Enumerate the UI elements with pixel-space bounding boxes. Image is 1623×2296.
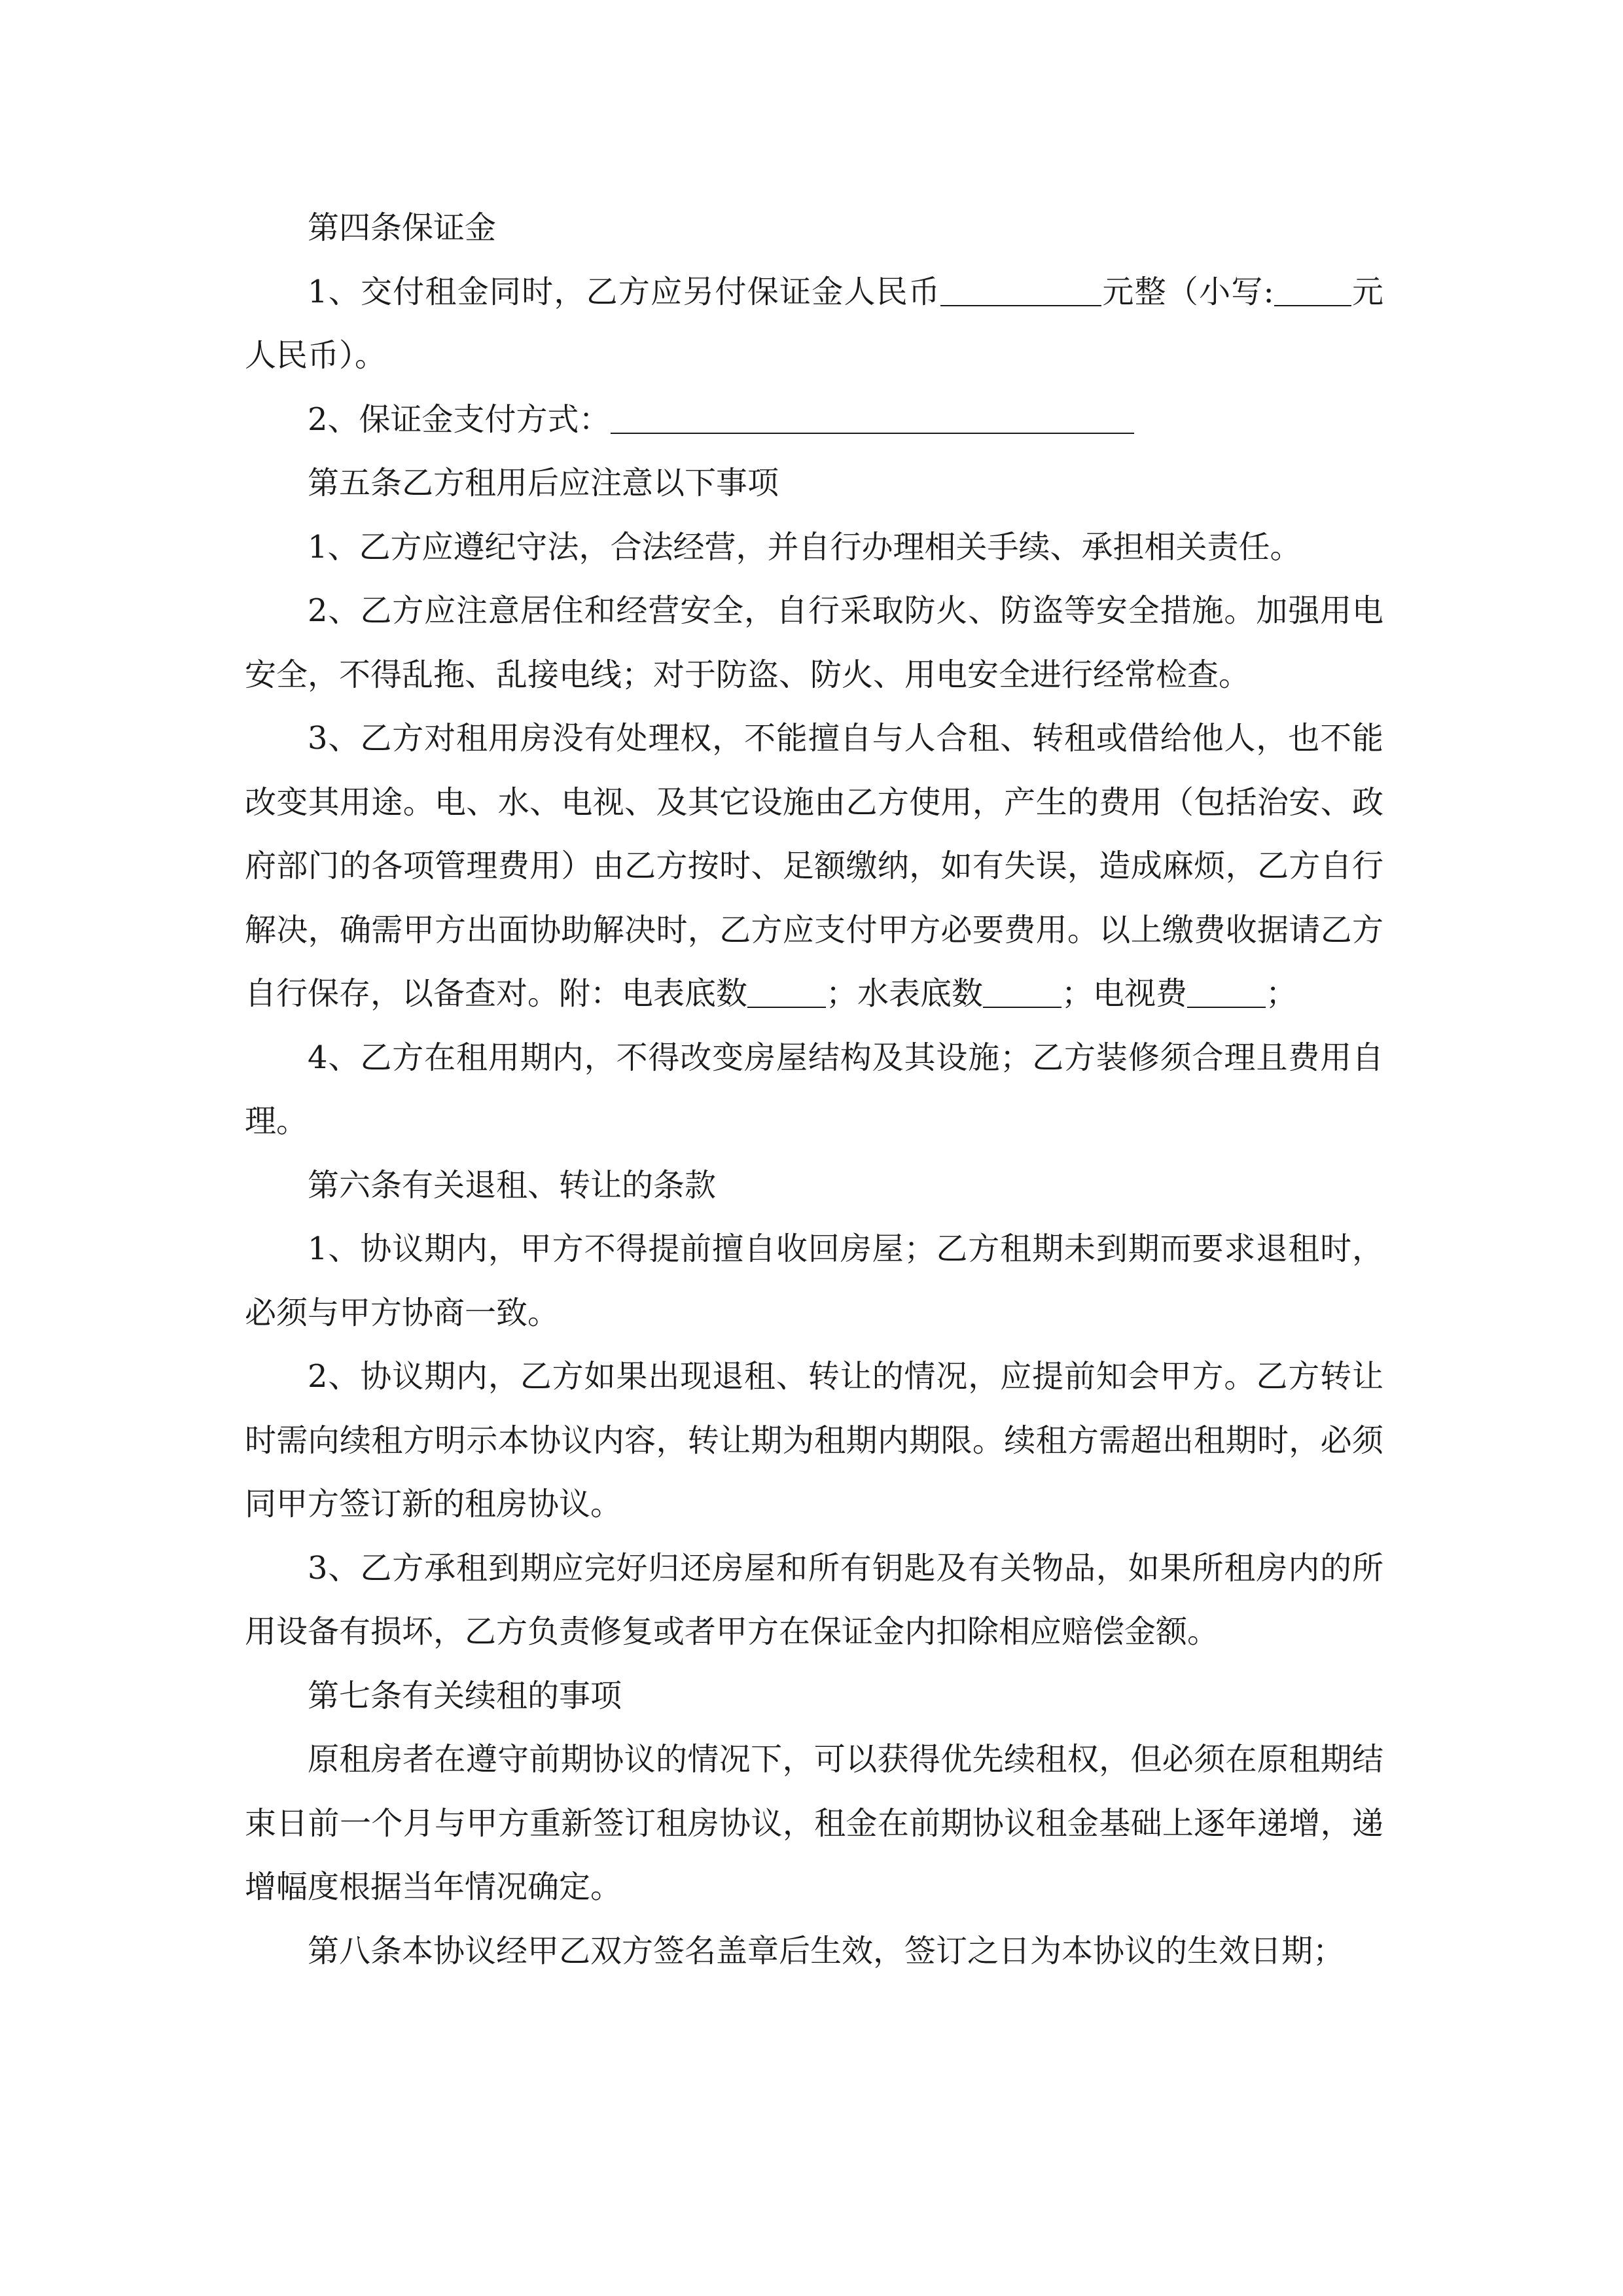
deposit-amount-numeric-blank (1274, 274, 1351, 306)
article6-item1: 1、协议期内，甲方不得提前擅自收回房屋；乙方租期未到期而要求退租时，必须与甲方协商一致。 (245, 1230, 1383, 1331)
article4-item1-text-b: 元整（小写: (1101, 273, 1274, 310)
article4-title: 第四条保证金 (308, 209, 497, 246)
article7-title: 第七条有关续租的事项 (308, 1677, 622, 1714)
article8-body: 第八条本协议经甲乙双方签名盖章后生效，签订之日为本协议的生效日期； (308, 1932, 1345, 1969)
article6-item2: 2、协议期内，乙方如果出现退租、转让的情况，应提前知会甲方。乙方转让时需向续租方明示本协议内容，转让期为租期内期限。续租方需超出租期时，必须同甲方签订新的租房协议。 (245, 1358, 1383, 1522)
article5-title: 第五条乙方租用后应注意以下事项 (308, 465, 779, 501)
article7-body: 原租房者在遵守前期协议的情况下，可以获得优先续租权，但必须在原租期结束日前一个月与甲方重新签订租房协议，租金在前期协议租金基础上逐年递增，递增幅度根据当年情况确定。 (245, 1741, 1383, 1905)
article4-item2-text-a: 2、保证金支付方式： (308, 401, 611, 438)
article5-item3-text-d: ； (1266, 975, 1298, 1012)
contract-body (245, 196, 1383, 1983)
article4-item1-text-c: 元人民币）。 (245, 273, 1383, 374)
tv-fee-blank (1187, 975, 1266, 1008)
article5-item3 (245, 707, 1383, 1026)
article6-title: 第六条有关退租、转让的条款 (308, 1166, 717, 1204)
article5-item3-text-c: ；电视费 (1061, 975, 1188, 1012)
article4-item2 (245, 388, 1383, 452)
deposit-payment-method-blank (611, 401, 1134, 434)
electric-meter-blank (747, 975, 826, 1008)
article5-item2: 2、乙方应注意居住和经营安全，自行采取防火、防盗等安全措施。加强用电安全，不得乱拖、乱接电线；对于防盗、防火、用电安全进行经常检查。 (245, 592, 1383, 693)
water-meter-blank (983, 975, 1061, 1008)
deposit-amount-blank (940, 274, 1101, 306)
article4-item1 (245, 260, 1383, 388)
article5-item3-text-b: ；水表底数 (826, 975, 984, 1012)
article5-item4: 4、乙方在租用期内，不得改变房屋结构及其设施；乙方装修须合理且费用自理。 (245, 1039, 1383, 1139)
article5-item3-text-a: 3、乙方对租用房没有处理权，不能擅自与人合租、转租或借给他人，也不能改变其用途。电、水、电视、及其它设施由乙方使用，产生的费用（包括治安、政府部门的各项管理费用）由乙方按时、足额缴纳，如有失误，造成麻烦，乙方自行解决，确需甲方出面协助解决时，乙方应支付甲方必要费用。以上缴费收据请乙方自行保存，以备查对。附：电表底数 (245, 720, 1383, 1012)
article5-item1: 1、乙方应遵纪守法，合法经营，并自行办理相关手续、承担相关责任。 (308, 528, 1302, 565)
article6-item3: 3、乙方承租到期应完好归还房屋和所有钥匙及有关物品，如果所租房内的所用设备有损坏，乙方负责修复或者甲方在保证金内扣除相应赔偿金额。 (245, 1549, 1383, 1650)
article4-item1-text-a: 1、交付租金同时，乙方应另付保证金人民币 (308, 273, 941, 310)
